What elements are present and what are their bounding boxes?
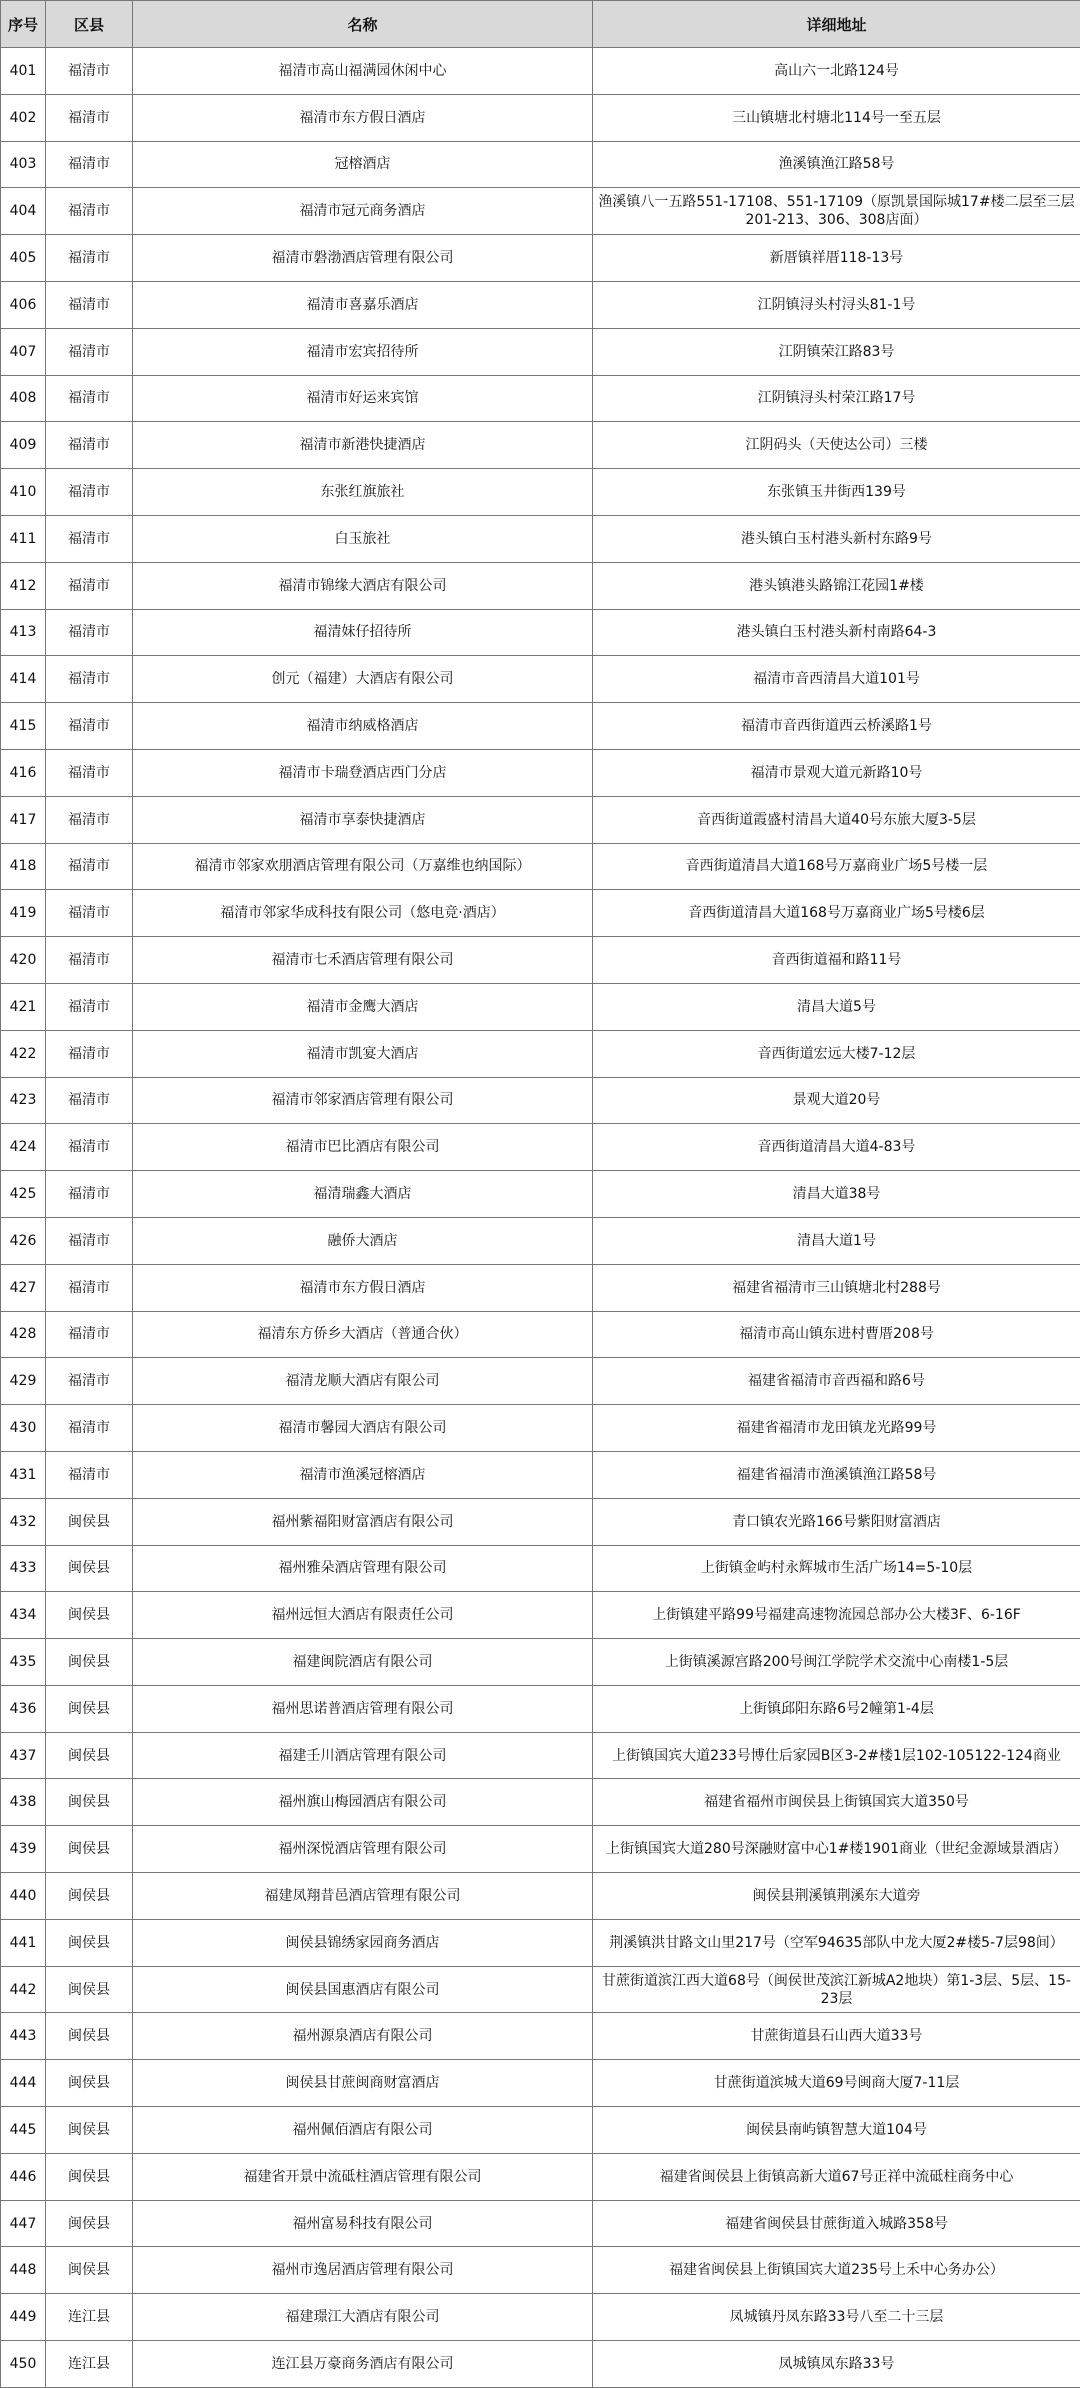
cell-district: 福清市 <box>46 1171 133 1218</box>
cell-name: 福清市七禾酒店管理有限公司 <box>133 937 593 984</box>
cell-district: 福清市 <box>46 281 133 328</box>
cell-address: 江阴镇浔头村浔头81-1号 <box>593 281 1080 328</box>
cell-district: 福清市 <box>46 235 133 282</box>
cell-address: 江阴码头（天使达公司）三楼 <box>593 422 1080 469</box>
cell-name: 福州源泉酒店有限公司 <box>133 2013 593 2060</box>
cell-address: 福建省福州市闽侯县上街镇国宾大道350号 <box>593 1779 1080 1826</box>
table-row <box>1 1498 1080 1545</box>
cell-index: 439 <box>1 1826 46 1873</box>
cell-index: 444 <box>1 2060 46 2107</box>
cell-index: 414 <box>1 656 46 703</box>
cell-address: 上街镇建平路99号福建高速物流园总部办公大楼3F、6-16F <box>593 1592 1080 1639</box>
cell-name: 福州雅朵酒店管理有限公司 <box>133 1545 593 1592</box>
cell-index: 432 <box>1 1498 46 1545</box>
cell-name: 闽侯县甘蔗闽商财富酒店 <box>133 2060 593 2107</box>
cell-name: 东张红旗旅社 <box>133 469 593 516</box>
cell-index: 402 <box>1 94 46 141</box>
cell-address: 福建省福清市音西福和路6号 <box>593 1358 1080 1405</box>
table-row <box>1 609 1080 656</box>
cell-address: 音西街道宏远大楼7-12层 <box>593 1030 1080 1077</box>
cell-index: 428 <box>1 1311 46 1358</box>
cell-name: 冠榕酒店 <box>133 141 593 188</box>
cell-index: 425 <box>1 1171 46 1218</box>
cell-index: 434 <box>1 1592 46 1639</box>
cell-index: 445 <box>1 2107 46 2154</box>
table-row <box>1 235 1080 282</box>
cell-address: 音西街道清昌大道4-83号 <box>593 1124 1080 1171</box>
table-row <box>1 1311 1080 1358</box>
cell-index: 418 <box>1 843 46 890</box>
cell-index: 437 <box>1 1732 46 1779</box>
cell-district: 闽侯县 <box>46 1685 133 1732</box>
cell-district: 连江县 <box>46 2341 133 2388</box>
table-row <box>1 469 1080 516</box>
cell-district: 闽侯县 <box>46 1779 133 1826</box>
cell-index: 421 <box>1 983 46 1030</box>
cell-index: 413 <box>1 609 46 656</box>
cell-address: 清昌大道5号 <box>593 983 1080 1030</box>
cell-district: 闽侯县 <box>46 1966 133 2013</box>
cell-address: 福清市景观大道元新路10号 <box>593 749 1080 796</box>
cell-name: 连江县万豪商务酒店有限公司 <box>133 2341 593 2388</box>
cell-address: 甘蔗街道滨江西大道68号（闽侯世茂滨江新城A2地块）第1-3层、5层、15-23层 <box>593 1966 1080 2013</box>
cell-name: 福清市宏宾招待所 <box>133 328 593 375</box>
cell-district: 福清市 <box>46 1077 133 1124</box>
cell-district: 福清市 <box>46 515 133 562</box>
cell-address: 福清市音西清昌大道101号 <box>593 656 1080 703</box>
cell-index: 419 <box>1 890 46 937</box>
cell-address: 上街镇金屿村永辉城市生活广场14=5-10层 <box>593 1545 1080 1592</box>
header-district: 区县 <box>46 1 133 48</box>
cell-name: 福清瑞鑫大酒店 <box>133 1171 593 1218</box>
table-row <box>1 1592 1080 1639</box>
table-row <box>1 2341 1080 2388</box>
cell-address: 福建省闽侯县上街镇国宾大道235号上禾中心务办公） <box>593 2247 1080 2294</box>
cell-index: 406 <box>1 281 46 328</box>
cell-district: 福清市 <box>46 983 133 1030</box>
cell-address: 荆溪镇洪甘路文山里217号（空军94635部队中龙大厦2#楼5-7层98间） <box>593 1919 1080 1966</box>
cell-address: 港头镇白玉村港头新村南路64-3 <box>593 609 1080 656</box>
cell-district: 闽侯县 <box>46 1919 133 1966</box>
cell-district: 福清市 <box>46 843 133 890</box>
cell-district: 福清市 <box>46 48 133 95</box>
cell-district: 福清市 <box>46 703 133 750</box>
table-row <box>1 1451 1080 1498</box>
table-row <box>1 2013 1080 2060</box>
cell-index: 411 <box>1 515 46 562</box>
cell-index: 412 <box>1 562 46 609</box>
cell-name: 福清市喜嘉乐酒店 <box>133 281 593 328</box>
cell-index: 424 <box>1 1124 46 1171</box>
header-index: 序号 <box>1 1 46 48</box>
cell-district: 闽侯县 <box>46 1873 133 1920</box>
cell-address: 东张镇玉井街西139号 <box>593 469 1080 516</box>
cell-index: 417 <box>1 796 46 843</box>
cell-address: 港头镇白玉村港头新村东路9号 <box>593 515 1080 562</box>
cell-name: 福建凤翔昔邑酒店管理有限公司 <box>133 1873 593 1920</box>
cell-name: 福州深悦酒店管理有限公司 <box>133 1826 593 1873</box>
cell-name: 福清市冠元商务酒店 <box>133 188 593 235</box>
cell-district: 福清市 <box>46 188 133 235</box>
cell-index: 408 <box>1 375 46 422</box>
table-row <box>1 983 1080 1030</box>
cell-address: 福清市音西街道西云桥溪路1号 <box>593 703 1080 750</box>
cell-address: 清昌大道38号 <box>593 1171 1080 1218</box>
cell-index: 433 <box>1 1545 46 1592</box>
table-row <box>1 375 1080 422</box>
cell-index: 441 <box>1 1919 46 1966</box>
cell-index: 440 <box>1 1873 46 1920</box>
cell-name: 福建省开景中流砥柱酒店管理有限公司 <box>133 2153 593 2200</box>
cell-address: 上街镇国宾大道233号博仕后家园B区3-2#楼1层102-105122-124商业 <box>593 1732 1080 1779</box>
cell-name: 闽侯县国惠酒店有限公司 <box>133 1966 593 2013</box>
table-row <box>1 2247 1080 2294</box>
cell-name: 福州佩佰酒店有限公司 <box>133 2107 593 2154</box>
cell-district: 闽侯县 <box>46 1592 133 1639</box>
table-row <box>1 937 1080 984</box>
cell-index: 447 <box>1 2200 46 2247</box>
cell-name: 福建壬川酒店管理有限公司 <box>133 1732 593 1779</box>
cell-name: 融侨大酒店 <box>133 1217 593 1264</box>
cell-name: 福清市锦缘大酒店有限公司 <box>133 562 593 609</box>
cell-address: 福清市高山镇东进村曹厝208号 <box>593 1311 1080 1358</box>
cell-name: 福清龙顺大酒店有限公司 <box>133 1358 593 1405</box>
cell-name: 福建璟江大酒店有限公司 <box>133 2294 593 2341</box>
table-row <box>1 890 1080 937</box>
table-row <box>1 1826 1080 1873</box>
cell-index: 436 <box>1 1685 46 1732</box>
cell-index: 401 <box>1 48 46 95</box>
cell-index: 407 <box>1 328 46 375</box>
table-row <box>1 1405 1080 1452</box>
cell-index: 448 <box>1 2247 46 2294</box>
cell-district: 福清市 <box>46 656 133 703</box>
cell-district: 闽侯县 <box>46 1732 133 1779</box>
cell-district: 福清市 <box>46 749 133 796</box>
table-row <box>1 1030 1080 1077</box>
table-row <box>1 422 1080 469</box>
cell-district: 福清市 <box>46 328 133 375</box>
table-row <box>1 141 1080 188</box>
table-row <box>1 703 1080 750</box>
table-row <box>1 1732 1080 1779</box>
cell-address: 青口镇农光路166号紫阳财富酒店 <box>593 1498 1080 1545</box>
table-row <box>1 1639 1080 1686</box>
cell-address: 福建省闽侯县上街镇高新大道67号正祥中流砥柱商务中心 <box>593 2153 1080 2200</box>
cell-name: 福州旗山梅园酒店有限公司 <box>133 1779 593 1826</box>
table-row <box>1 2060 1080 2107</box>
cell-address: 高山六一北路124号 <box>593 48 1080 95</box>
cell-district: 闽侯县 <box>46 1639 133 1686</box>
cell-name: 白玉旅社 <box>133 515 593 562</box>
cell-address: 上街镇溪源宫路200号闽江学院学术交流中心南楼1-5层 <box>593 1639 1080 1686</box>
cell-district: 闽侯县 <box>46 2107 133 2154</box>
cell-index: 422 <box>1 1030 46 1077</box>
cell-district: 福清市 <box>46 1311 133 1358</box>
cell-district: 闽侯县 <box>46 1498 133 1545</box>
cell-index: 442 <box>1 1966 46 2013</box>
table-row <box>1 796 1080 843</box>
cell-address: 渔溪镇渔江路58号 <box>593 141 1080 188</box>
table-row <box>1 188 1080 235</box>
cell-district: 闽侯县 <box>46 2247 133 2294</box>
cell-index: 423 <box>1 1077 46 1124</box>
cell-address: 凤城镇丹凤东路33号八至二十三层 <box>593 2294 1080 2341</box>
table-row <box>1 2294 1080 2341</box>
table-row <box>1 1545 1080 1592</box>
cell-district: 闽侯县 <box>46 2200 133 2247</box>
cell-name: 福清市邻家华成科技有限公司（悠电竞·酒店） <box>133 890 593 937</box>
cell-name: 福清东方侨乡大酒店（普通合伙） <box>133 1311 593 1358</box>
table-header-row <box>1 1 1080 48</box>
cell-district: 福清市 <box>46 1124 133 1171</box>
cell-index: 427 <box>1 1264 46 1311</box>
cell-index: 443 <box>1 2013 46 2060</box>
cell-district: 福清市 <box>46 422 133 469</box>
cell-district: 闽侯县 <box>46 1826 133 1873</box>
cell-district: 福清市 <box>46 937 133 984</box>
cell-name: 福清妹仔招待所 <box>133 609 593 656</box>
cell-district: 闽侯县 <box>46 1545 133 1592</box>
cell-address: 音西街道霞盛村清昌大道40号东旅大厦3-5层 <box>593 796 1080 843</box>
cell-address: 福建省福清市三山镇塘北村288号 <box>593 1264 1080 1311</box>
cell-district: 福清市 <box>46 609 133 656</box>
cell-address: 音西街道福和路11号 <box>593 937 1080 984</box>
cell-name: 福清市巴比酒店有限公司 <box>133 1124 593 1171</box>
cell-name: 闽侯县锦绣家园商务酒店 <box>133 1919 593 1966</box>
cell-name: 福州紫福阳财富酒店有限公司 <box>133 1498 593 1545</box>
cell-index: 449 <box>1 2294 46 2341</box>
header-address: 详细地址 <box>593 1 1080 48</box>
cell-district: 福清市 <box>46 469 133 516</box>
cell-address: 闽侯县南屿镇智慧大道104号 <box>593 2107 1080 2154</box>
cell-district: 福清市 <box>46 562 133 609</box>
table-row <box>1 1779 1080 1826</box>
cell-index: 426 <box>1 1217 46 1264</box>
table-row <box>1 1217 1080 1264</box>
cell-district: 福清市 <box>46 1358 133 1405</box>
table-row <box>1 749 1080 796</box>
cell-name: 福清市馨园大酒店有限公司 <box>133 1405 593 1452</box>
table-row <box>1 1077 1080 1124</box>
cell-name: 福建闽院酒店有限公司 <box>133 1639 593 1686</box>
cell-district: 福清市 <box>46 890 133 937</box>
cell-address: 上街镇邱阳东路6号2幢第1-4层 <box>593 1685 1080 1732</box>
cell-address: 江阴镇浔头村荣江路17号 <box>593 375 1080 422</box>
cell-name: 福清市享泰快捷酒店 <box>133 796 593 843</box>
cell-index: 416 <box>1 749 46 796</box>
cell-name: 福清市东方假日酒店 <box>133 1264 593 1311</box>
cell-name: 福州富易科技有限公司 <box>133 2200 593 2247</box>
cell-district: 福清市 <box>46 1030 133 1077</box>
cell-address: 福建省闽侯县甘蔗街道入城路358号 <box>593 2200 1080 2247</box>
table-row <box>1 562 1080 609</box>
cell-name: 福州远恒大酒店有限责任公司 <box>133 1592 593 1639</box>
cell-index: 438 <box>1 1779 46 1826</box>
cell-name: 福清市渔溪冠榕酒店 <box>133 1451 593 1498</box>
cell-name: 福清市纳威格酒店 <box>133 703 593 750</box>
table-row <box>1 1124 1080 1171</box>
cell-index: 405 <box>1 235 46 282</box>
cell-index: 435 <box>1 1639 46 1686</box>
cell-address: 景观大道20号 <box>593 1077 1080 1124</box>
cell-district: 福清市 <box>46 796 133 843</box>
cell-address: 三山镇塘北村塘北114号一至五层 <box>593 94 1080 141</box>
table-row <box>1 328 1080 375</box>
cell-name: 创元（福建）大酒店有限公司 <box>133 656 593 703</box>
cell-district: 福清市 <box>46 1217 133 1264</box>
cell-address: 江阴镇荣江路83号 <box>593 328 1080 375</box>
cell-address: 甘蔗街道县石山西大道33号 <box>593 2013 1080 2060</box>
cell-address: 福建省福清市渔溪镇渔江路58号 <box>593 1451 1080 1498</box>
table-row <box>1 2200 1080 2247</box>
cell-address: 渔溪镇八一五路551-17108、551-17109（原凯景国际城17#楼二层至三层201-213、306、308店面） <box>593 188 1080 235</box>
table-row <box>1 48 1080 95</box>
cell-district: 闽侯县 <box>46 2153 133 2200</box>
cell-name: 福清市磐渤酒店管理有限公司 <box>133 235 593 282</box>
table-row <box>1 843 1080 890</box>
cell-index: 415 <box>1 703 46 750</box>
cell-address: 港头镇港头路锦江花园1#楼 <box>593 562 1080 609</box>
table-row <box>1 1171 1080 1218</box>
cell-name: 福州思诺普酒店管理有限公司 <box>133 1685 593 1732</box>
cell-address: 音西街道清昌大道168号万嘉商业广场5号楼6层 <box>593 890 1080 937</box>
cell-index: 420 <box>1 937 46 984</box>
table-row <box>1 1685 1080 1732</box>
cell-address: 福建省福清市龙田镇龙光路99号 <box>593 1405 1080 1452</box>
cell-name: 福州市逸居酒店管理有限公司 <box>133 2247 593 2294</box>
cell-district: 福清市 <box>46 375 133 422</box>
cell-address: 上街镇国宾大道280号深融财富中心1#楼1901商业（世纪金源域景酒店） <box>593 1826 1080 1873</box>
table-row <box>1 1919 1080 1966</box>
cell-name: 福清市好运来宾馆 <box>133 375 593 422</box>
cell-address: 新厝镇祥厝118-13号 <box>593 235 1080 282</box>
table-row <box>1 2107 1080 2154</box>
cell-address: 凤城镇凤东路33号 <box>593 2341 1080 2388</box>
table-row <box>1 1358 1080 1405</box>
cell-index: 410 <box>1 469 46 516</box>
table-row <box>1 94 1080 141</box>
cell-name: 福清市新港快捷酒店 <box>133 422 593 469</box>
cell-district: 福清市 <box>46 141 133 188</box>
cell-address: 甘蔗街道滨城大道69号闽商大厦7-11层 <box>593 2060 1080 2107</box>
cell-index: 409 <box>1 422 46 469</box>
cell-index: 429 <box>1 1358 46 1405</box>
header-name: 名称 <box>133 1 593 48</box>
cell-name: 福清市高山福满园休闲中心 <box>133 48 593 95</box>
table-row <box>1 1264 1080 1311</box>
cell-name: 福清市邻家酒店管理有限公司 <box>133 1077 593 1124</box>
cell-district: 福清市 <box>46 94 133 141</box>
cell-district: 闽侯县 <box>46 2060 133 2107</box>
cell-district: 福清市 <box>46 1405 133 1452</box>
cell-address: 闽侯县荆溪镇荆溪东大道旁 <box>593 1873 1080 1920</box>
cell-district: 闽侯县 <box>46 2013 133 2060</box>
table-row <box>1 1966 1080 2013</box>
cell-address: 清昌大道1号 <box>593 1217 1080 1264</box>
cell-index: 431 <box>1 1451 46 1498</box>
cell-name: 福清市卡瑞登酒店西门分店 <box>133 749 593 796</box>
cell-name: 福清市凯宴大酒店 <box>133 1030 593 1077</box>
cell-district: 福清市 <box>46 1264 133 1311</box>
cell-index: 446 <box>1 2153 46 2200</box>
cell-name: 福清市东方假日酒店 <box>133 94 593 141</box>
cell-index: 403 <box>1 141 46 188</box>
cell-district: 福清市 <box>46 1451 133 1498</box>
cell-index: 404 <box>1 188 46 235</box>
cell-index: 450 <box>1 2341 46 2388</box>
table-row <box>1 515 1080 562</box>
cell-address: 音西街道清昌大道168号万嘉商业广场5号楼一层 <box>593 843 1080 890</box>
table-row <box>1 281 1080 328</box>
table-row <box>1 2153 1080 2200</box>
cell-index: 430 <box>1 1405 46 1452</box>
cell-name: 福清市金鹰大酒店 <box>133 983 593 1030</box>
table-row <box>1 1873 1080 1920</box>
table-row <box>1 656 1080 703</box>
cell-name: 福清市邻家欢朋酒店管理有限公司（万嘉维也纳国际） <box>133 843 593 890</box>
cell-district: 连江县 <box>46 2294 133 2341</box>
